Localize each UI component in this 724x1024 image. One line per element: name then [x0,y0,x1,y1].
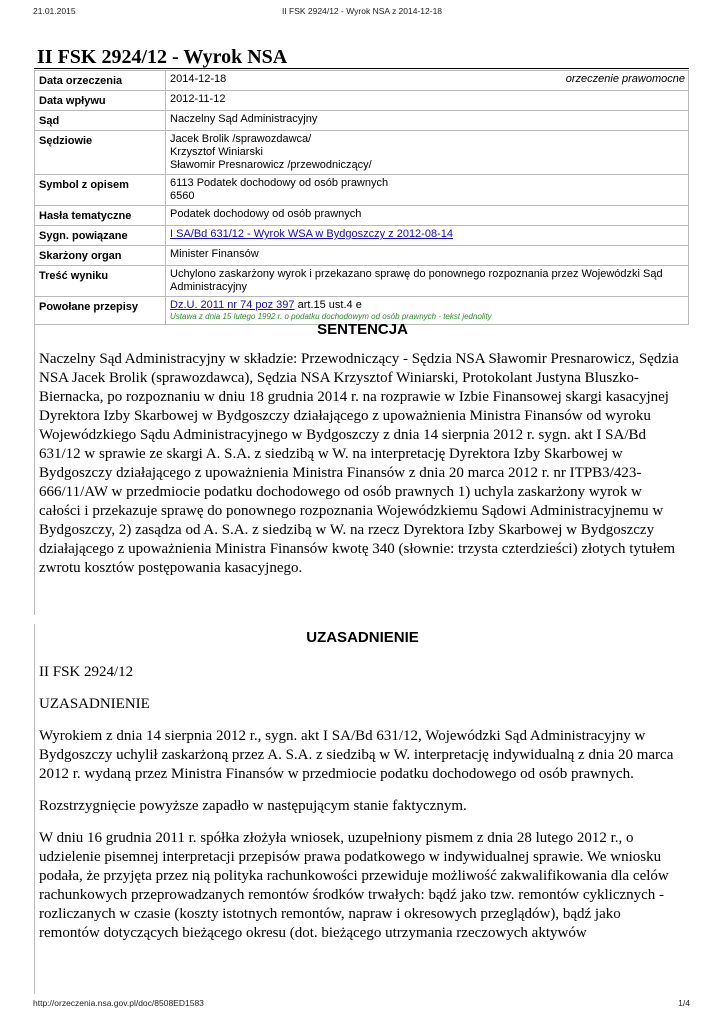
row-label: Sąd [35,111,166,131]
row-value: Podatek dochodowy od osób prawnych [166,206,689,226]
row-label: Treść wyniku [35,266,166,297]
table-row [35,206,689,226]
row-value: Minister Finansów [166,246,689,266]
page-title: II FSK 2924/12 - Wyrok NSA [37,46,288,68]
judge-name: Sławomir Presnarowicz /przewodniczący/ [170,159,372,171]
sentencja-heading: SENTENCJA [317,321,408,338]
regulation-article: art.15 ust.4 e [294,299,362,311]
case-number: II FSK 2924/12 [39,664,134,680]
row-value: Uchylono zaskarżony wyrok i przekazano sprawę do ponownego rozpoznania przez Wojewódzki Sąd Administracyjny [166,266,689,297]
related-case-link[interactable]: I SA/Bd 631/12 - Wyrok WSA w Bydgoszczy z 2012-08-14 [170,228,453,240]
table-row [35,111,689,131]
table-row [35,226,689,246]
judge-name: Krzysztof Winiarski [170,146,263,158]
row-value [166,226,689,246]
table-row [35,175,689,206]
row-value [166,131,689,175]
paragraph: Rozstrzygnięcie powyższe zapadło w następującym stanie faktycznym. [39,798,467,814]
row-value: 2012-11-12 [166,91,689,111]
print-title: II FSK 2924/12 - Wyrok NSA z 2014-12-18 [281,6,443,16]
paragraph: W dniu 16 grudnia 2011 r. spółka złożyła wniosek, uzupełniony pismem z dnia 28 lutego 2012 r., o udzielenie pisemnej interpretacji przepisów prawa podatkowego w indywidualnej sprawie. We wniosku podała, że przyjęta przez nią polityka rachunkowości przewiduje możliwość zakwalifikowania dla celów rachunkowych przeprowadzanych remontów środków trwałych: bądź jako tzw. remontów cyklicznych - rozliczanych w czasie (koszty istotnych remontów, napraw i okresowych przeglądów), bądź jako remontów dotyczących bieżącego okresu (dot. bieżącego utrzymania rzeczowych aktywów [39,830,669,941]
row-label: Skarżony organ [35,246,166,266]
table-row [35,131,689,175]
row-label: Sędziowie [35,131,166,175]
table-row [35,91,689,111]
print-header [0,6,724,18]
symbol-line: 6113 Podatek dochodowy od osób prawnych [170,177,389,189]
subheading: UZASADNIENIE [39,696,150,712]
decision-date: 2014-12-18 [170,73,227,85]
table-row [35,246,689,266]
sentencja-text: Naczelny Sąd Administracyjny w składzie: Przewodniczący - Sędzia NSA Sławomir Presnarowicz, Sędzia NSA Jacek Brolik (sprawozdawca), Sędzia NSA Krzysztof Winiarski, Protokolant Justyna Bluszko-Biernacka, po rozpoznaniu w dniu 18 grudnia 2014 r. na rozprawie w Izbie Finansowej skargi kasacyjnej Dyrektora Izby Skarbowej w Bydgoszczy działającego z upoważnienia Ministra Finansów od wyroku Wojewódzkiego Sądu Administracyjnego w Bydgoszczy z dnia 14 sierpnia 2012 r. sygn. akt I SA/Bd 631/12 w sprawie ze skargi A. S.A. z siedzibą w W. na interpretację Dyrektora Izby Skarbowej w Bydgoszczy działającego z upoważnienia Ministra Finansów z dnia 20 marca 2012 r. nr ITPB3/423-666/11/AW w przedmiocie podatku dochodowego od osób prawnych 1) uchyla zaskarżony wyrok w całości i przekazuje sprawę do ponownego rozpoznania Wojewódzkiemu Sądowi Administracyjnemu w Bydgoszczy, 2) zasądza od A. S.A. z siedzibą w W. na rzecz Dyrektora Izby Skarbowej w Bydgoszczy działającego z upoważnienia Ministra Finansów kwotę 340 (słownie: trzysta czterdzieści) złotych tytułem zwrotu kosztów postępowania kasacyjnego. [39,351,679,576]
source-url: http://orzeczenia.nsa.gov.pl/doc/8508ED1583 [33,998,204,1008]
row-value: Naczelny Sąd Administracyjny [166,111,689,131]
page-number: 1/4 [678,998,690,1008]
finality-status: orzeczenie prawomocne [565,73,685,85]
judge-name: Jacek Brolik /sprawozdawca/ [170,133,312,145]
row-value [166,175,689,206]
symbol-line: 6560 [170,190,195,202]
row-label: Powołane przepisy [35,297,166,325]
row-label: Data wpływu [35,91,166,111]
paragraph: Wyrokiem z dnia 14 sierpnia 2012 r., sygn. akt I SA/Bd 631/12, Wojewódzki Sąd Administracyjny w Bydgoszczy uchylił zaskarżoną przez A. S.A. z siedzibą w W. interpretację indywidualną z dnia 20 marca 2012 r. wydaną przez Ministra Finansów w przedmiocie podatku dochodowego od osób prawnych. [39,728,674,782]
uzasadnienie-heading: UZASADNIENIE [306,629,419,646]
print-date: 21.01.2015 [33,6,76,16]
table-row [35,71,689,91]
print-footer [0,998,724,1010]
row-label: Sygn. powiązane [35,226,166,246]
row-label: Symbol z opisem [35,175,166,206]
row-label: Data orzeczenia [35,71,166,91]
metadata-table [34,70,689,325]
uzasadnienie-section [34,624,690,994]
row-value [166,71,689,91]
regulation-link[interactable]: Dz.U. 2011 nr 74 poz 397 [170,299,295,311]
title-divider [34,68,689,69]
regulation-note: Ustawa z dnia 15 lutego 1992 r. o podatku dochodowym od osób prawnych - tekst jednolity [170,312,492,321]
row-label: Hasła tematyczne [35,206,166,226]
table-row [35,266,689,297]
sentencja-section [34,318,690,615]
